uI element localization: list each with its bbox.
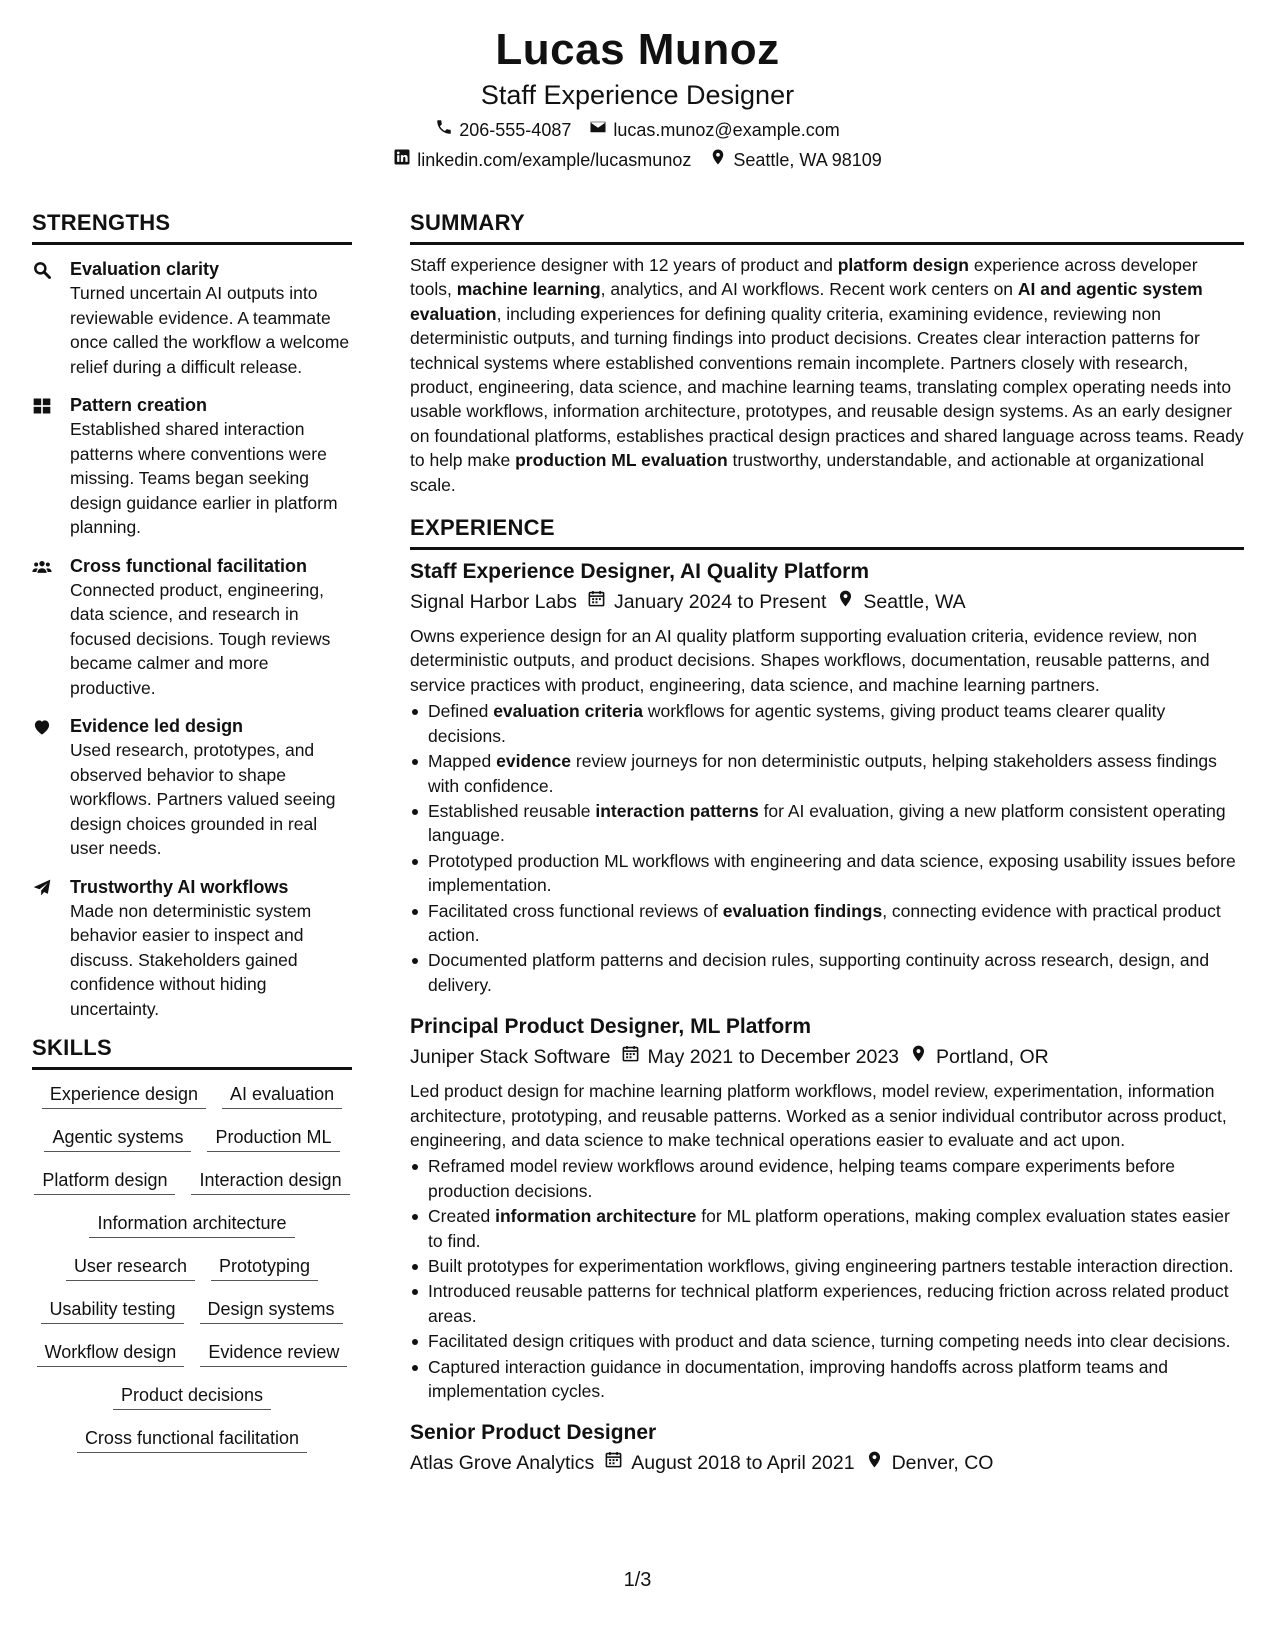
skill-row <box>32 1426 352 1453</box>
search-icon <box>32 257 70 379</box>
text-segment: Introduced reusable patterns for technical platform experiences, reducing friction across related product areas. <box>428 1281 1229 1326</box>
bullet-item <box>410 1154 1244 1203</box>
skill-chip: Information architecture <box>89 1211 294 1238</box>
skill-chip: User research <box>66 1254 195 1281</box>
location-text: Portland, OR <box>936 1046 1049 1069</box>
strength-desc: Made non deterministic system behavior easier to inspect and discuss. Stakeholders gained confidence without hiding uncertainty. <box>70 900 312 1019</box>
linkedin-icon <box>393 148 411 172</box>
job-dates <box>587 588 826 616</box>
text-segment: trustworthy, understandable, and actionable at organizational scale. <box>410 450 1205 495</box>
job-location <box>909 1043 1049 1071</box>
emphasis-text: interaction patterns <box>595 800 759 821</box>
text-segment: Captured interaction guidance in documentation, improving handoffs across platform teams and implementation cycles. <box>428 1356 1168 1402</box>
text-segment: experience across developer tools, <box>410 255 1198 300</box>
job-dates <box>604 1449 854 1477</box>
location-text: Seattle, WA <box>863 591 966 614</box>
emphasis-text: machine learning <box>456 279 601 300</box>
job-bullets <box>410 1154 1244 1403</box>
map-pin-icon <box>836 588 855 616</box>
text-segment: review journeys for non deterministic outputs, helping stakeholders assess findings with confidence. <box>428 751 1217 796</box>
strength-title: Trustworthy AI workflows <box>70 876 289 897</box>
heart-icon <box>32 714 70 861</box>
skill-chip: Platform design <box>34 1168 175 1195</box>
bullet-item <box>410 1355 1244 1404</box>
bullet-item <box>410 1329 1244 1353</box>
strength-item <box>32 257 352 379</box>
job-title: Senior Product Designer <box>410 1421 657 1445</box>
skill-row <box>32 1211 352 1238</box>
summary-text <box>410 253 1244 497</box>
skill-row <box>32 1383 352 1410</box>
emphasis-text: information architecture <box>495 1206 697 1227</box>
bullet-item <box>410 1279 1244 1328</box>
skill-chip: Experience design <box>42 1082 206 1109</box>
text-segment: Built prototypes for experimentation workflows, giving engineering partners testable interaction direction. <box>428 1256 1234 1276</box>
strength-title: Evaluation clarity <box>70 259 220 279</box>
emphasis-text: platform design <box>837 255 969 275</box>
experience-heading: EXPERIENCE <box>410 515 1244 550</box>
text-segment: , connecting evidence with practical product action. <box>428 900 1221 945</box>
job-meta <box>410 1043 1244 1071</box>
text-segment: Created <box>428 1206 496 1227</box>
bullet-item <box>410 1254 1244 1278</box>
skill-chip: Interaction design <box>191 1168 349 1195</box>
text-segment: Defined <box>428 701 494 722</box>
text-segment: for ML platform operations, making complex evaluation states easier to find. <box>428 1206 1230 1251</box>
bullet-item <box>410 799 1244 848</box>
page-number: 1/3 <box>623 1569 652 1591</box>
text-segment: Established reusable <box>428 800 596 821</box>
map-pin-icon <box>909 1043 928 1071</box>
skill-chip: Agentic systems <box>44 1125 191 1152</box>
text-segment: , including experiences for defining quality criteria, examining evidence, reviewing non deterministic outputs, and turning findings into product decisions. Creates clear interaction patterns for technical systems where established conventions remain incomplete. Partners closely with research, product, engineering, data science, and machine learning teams, translating complex operating needs into usable workflows, information architecture, prototypes, and reusable design systems. As an early designer on foundational platforms, establishes practical design practices and shared language across teams. Ready to help make <box>410 303 1244 471</box>
emphasis-text: production ML evaluation <box>515 450 728 471</box>
bullet-item <box>410 699 1244 748</box>
skill-chip: AI evaluation <box>222 1082 342 1109</box>
location-text: Seattle, WA 98109 <box>733 150 882 170</box>
skill-row <box>32 1254 352 1281</box>
email-contact[interactable] <box>589 118 839 142</box>
job-dates <box>621 1043 899 1071</box>
bullet-item <box>410 849 1244 898</box>
strength-item <box>32 393 352 540</box>
map-pin-icon <box>865 1449 884 1477</box>
job-title: Staff Experience Designer, AI Quality Platform <box>410 560 870 584</box>
bullet-item <box>410 749 1244 798</box>
text-segment: for AI evaluation, giving a new platform consistent operating language. <box>428 800 1226 846</box>
right-column <box>410 210 1244 1477</box>
strength-desc: Turned uncertain AI outputs into reviewable evidence. A teammate once called the workflow a welcome relief during a difficult release. <box>70 283 350 377</box>
skill-row <box>32 1082 352 1109</box>
text-segment: , analytics, and AI workflows. Recent work centers on <box>600 279 1018 300</box>
job-entry <box>410 1419 1244 1477</box>
text-segment: Prototyped production ML workflows with engineering and data science, exposing usability issues before implementation. <box>428 850 1236 896</box>
location-contact <box>709 148 881 172</box>
job-description: Owns experience design for an AI quality platform supporting evaluation criteria, evidence review, non deterministic outputs, and product decisions. Shapes workflows, documentation, reusable patterns, and service practices with product, engineering, data science, and machine learning partners. <box>410 626 1210 695</box>
job-description: Led product design for machine learning platform workflows, model review, experimentation, information architecture, prototyping, and reusable patterns. Worked as a senior individual contributor across product, engineering, and data science to make technical operations easier to evaluate and act upon. <box>410 1081 1227 1150</box>
contact-row-2 <box>0 148 1275 172</box>
calendar-icon <box>587 588 606 616</box>
dates-text: August 2018 to April 2021 <box>631 1452 855 1475</box>
left-column <box>32 210 352 1469</box>
job-entry <box>410 558 1244 997</box>
paper-plane-icon <box>32 875 70 1022</box>
strength-desc: Connected product, engineering, data science, and research in focused decisions. Tough reviews became calmer and more productive. <box>70 579 331 698</box>
text-segment: workflows for agentic systems, giving product teams clearer quality decisions. <box>428 701 1166 746</box>
bullet-item <box>410 899 1244 948</box>
skill-row <box>32 1340 352 1367</box>
text-segment: Documented platform patterns and decision rules, supporting continuity across research, design, and delivery. <box>428 950 1210 995</box>
phone-text: 206-555-4087 <box>459 120 572 140</box>
bullet-item <box>410 1204 1244 1253</box>
strengths-list <box>32 257 352 1021</box>
strengths-heading: STRENGTHS <box>32 210 352 245</box>
job-entry <box>410 1013 1244 1403</box>
skill-chip: Product decisions <box>113 1383 271 1410</box>
job-meta <box>410 588 1244 616</box>
job-title: Principal Product Designer, ML Platform <box>410 1015 812 1039</box>
strength-desc: Established shared interaction patterns where conventions were missing. Teams began seeking design guidance earlier in platform planning. <box>70 419 338 537</box>
strength-title: Evidence led design <box>70 716 244 736</box>
skill-row <box>32 1168 352 1195</box>
strength-item <box>32 875 352 1022</box>
experience-list <box>410 558 1244 1477</box>
grid-icon <box>32 393 70 540</box>
linkedin-contact[interactable] <box>393 148 691 172</box>
skill-chip: Usability testing <box>41 1297 183 1324</box>
skill-chip: Design systems <box>200 1297 343 1324</box>
company-name: Signal Harbor Labs <box>410 591 577 614</box>
calendar-icon <box>604 1449 623 1477</box>
emphasis-text: evaluation findings <box>722 900 883 921</box>
calendar-icon <box>621 1043 640 1071</box>
linkedin-link[interactable]: linkedin.com/example/lucasmunoz <box>417 150 692 170</box>
summary-heading: SUMMARY <box>410 210 1244 245</box>
skills-list <box>32 1082 352 1453</box>
emphasis-text: evidence <box>496 751 572 772</box>
skill-chip: Prototyping <box>211 1254 318 1281</box>
skill-chip: Production ML <box>207 1125 339 1152</box>
text-segment: Reframed model review workflows around evidence, helping teams compare experiments before production decisions. <box>428 1156 1176 1201</box>
strength-desc: Used research, prototypes, and observed behavior to shape workflows. Partners valued seeing design choices grounded in real user needs. <box>70 740 336 858</box>
skills-heading: SKILLS <box>32 1035 352 1070</box>
candidate-name: Lucas Munoz <box>495 25 780 74</box>
skill-chip: Evidence review <box>200 1340 347 1367</box>
email-link[interactable]: lucas.munoz@example.com <box>613 120 840 140</box>
emphasis-text: evaluation criteria <box>493 701 643 722</box>
candidate-role: Staff Experience Designer <box>480 80 795 110</box>
map-pin-icon <box>709 148 727 172</box>
skill-chip: Cross functional facilitation <box>77 1426 307 1453</box>
envelope-icon <box>589 118 607 142</box>
strength-title: Pattern creation <box>70 395 208 415</box>
dates-text: May 2021 to December 2023 <box>647 1046 899 1069</box>
strength-item <box>32 714 352 861</box>
contact-row-1 <box>0 118 1275 142</box>
company-name: Atlas Grove Analytics <box>410 1452 595 1475</box>
phone-contact <box>435 118 571 142</box>
text-segment: Staff experience designer with 12 years of product and <box>410 255 838 275</box>
skill-row <box>32 1125 352 1152</box>
emphasis-text: AI and agentic system evaluation <box>410 279 1203 324</box>
users-icon <box>32 554 70 701</box>
company-name: Juniper Stack Software <box>410 1046 611 1069</box>
strength-title: Cross functional facilitation <box>70 555 308 576</box>
job-meta <box>410 1449 1244 1477</box>
phone-icon <box>435 118 453 142</box>
text-segment: Mapped <box>428 751 497 772</box>
location-text: Denver, CO <box>891 1452 994 1475</box>
job-location <box>865 1449 994 1477</box>
strength-item <box>32 554 352 701</box>
bullet-item <box>410 948 1244 997</box>
job-bullets <box>410 699 1244 997</box>
skill-chip: Workflow design <box>37 1340 185 1367</box>
job-location <box>836 588 965 616</box>
resume-header <box>0 24 1275 172</box>
text-segment: Facilitated cross functional reviews of <box>428 900 723 921</box>
dates-text: January 2024 to Present <box>613 591 827 614</box>
text-segment: Facilitated design critiques with product and data science, turning competing needs into clear decisions. <box>428 1331 1231 1352</box>
skill-row <box>32 1297 352 1324</box>
